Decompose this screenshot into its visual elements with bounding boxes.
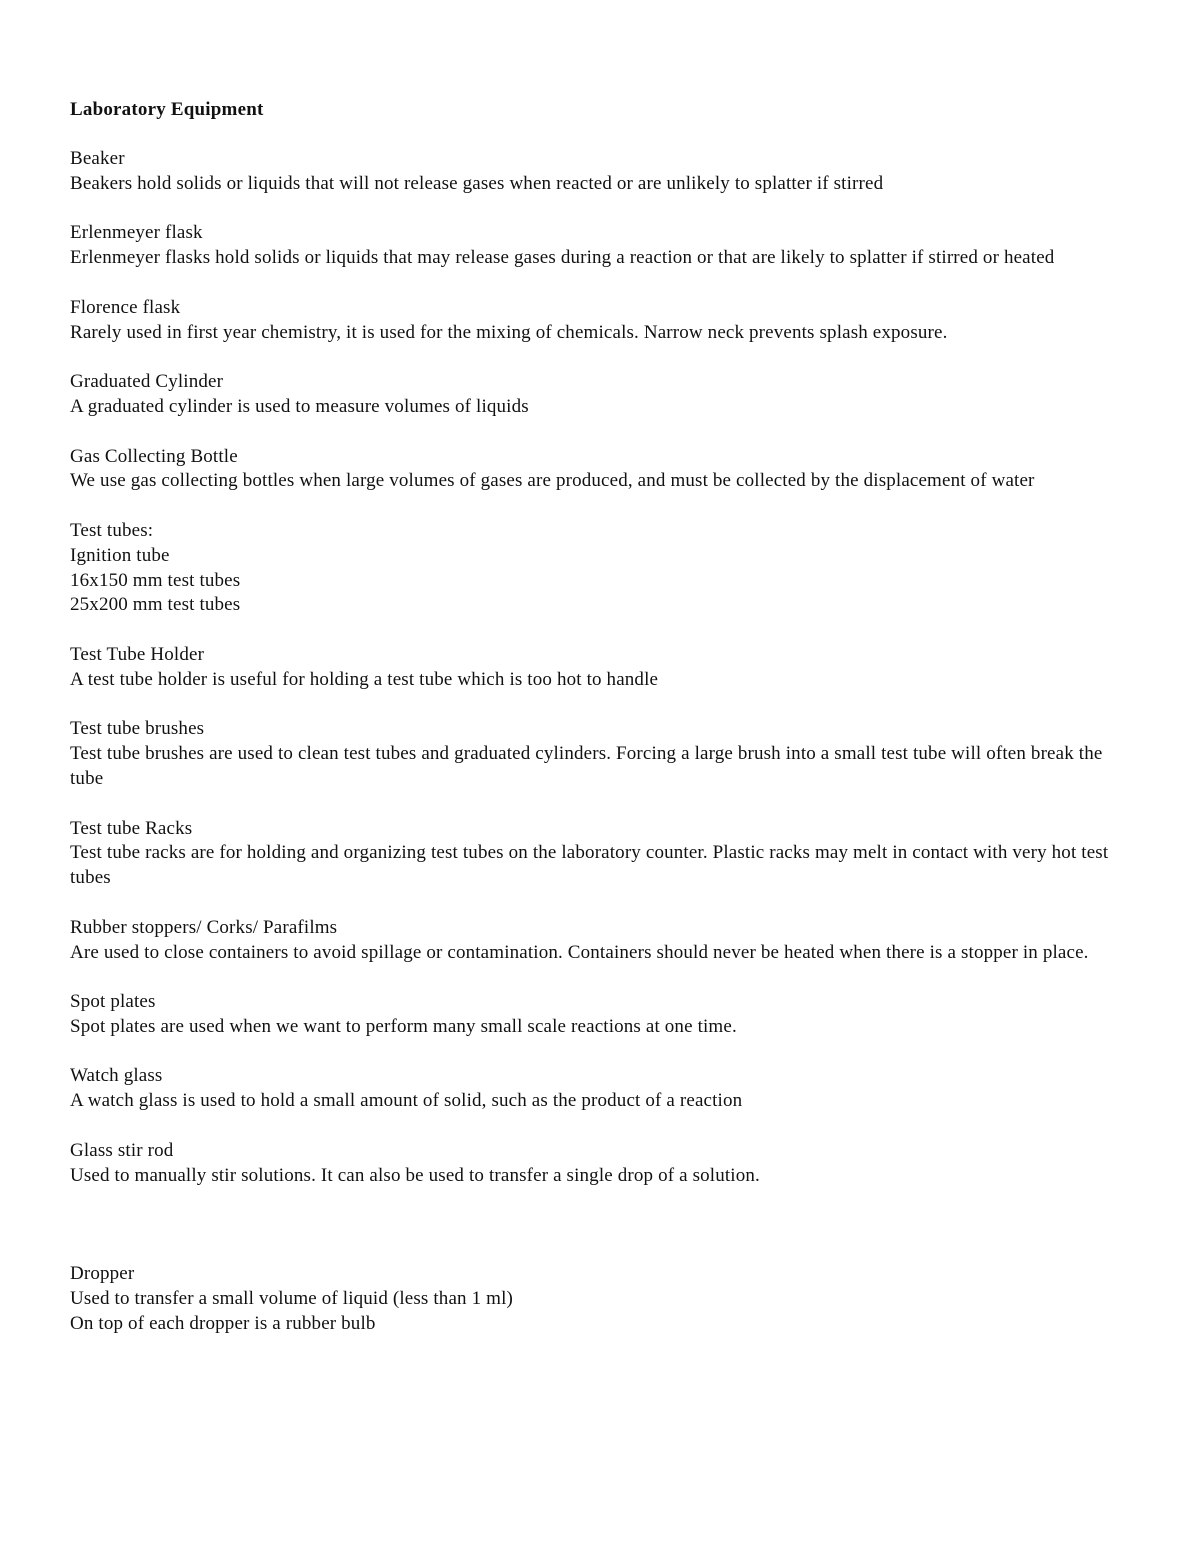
equipment-description: Erlenmeyer flasks hold solids or liquids that may release gases during a reaction or that are likely to splatter if stirred or heated xyxy=(70,247,1055,269)
equipment-entry-glass-stir-rod xyxy=(70,1139,1140,1189)
equipment-name: Test tubes: xyxy=(70,519,154,541)
equipment-name: Gas Collecting Bottle xyxy=(70,445,238,467)
equipment-name: Spot plates xyxy=(70,991,156,1013)
equipment-description: A graduated cylinder is used to measure volumes of liquids xyxy=(70,395,529,417)
equipment-entry-beaker xyxy=(70,147,1140,197)
equipment-list-item: 25x200 mm test tubes xyxy=(70,594,241,616)
equipment-description: Are used to close containers to avoid spillage or contamination. Containers should never be heated when there is a stopper in place. xyxy=(70,941,1089,963)
equipment-description: Used to transfer a small volume of liquid (less than 1 ml) xyxy=(70,1288,513,1310)
equipment-name: Dropper xyxy=(70,1263,135,1285)
equipment-entry-dropper xyxy=(70,1262,1140,1336)
equipment-name: Graduated Cylinder xyxy=(70,371,224,393)
equipment-name: Glass stir rod xyxy=(70,1139,174,1161)
equipment-list-item: 16x150 mm test tubes xyxy=(70,569,241,591)
equipment-description: Test tube brushes are used to clean test tubes and graduated cylinders. Forcing a large brush into a small test tube will often break the tube xyxy=(70,743,1103,789)
equipment-list-item: Ignition tube xyxy=(70,544,170,566)
equipment-description: Test tube racks are for holding and organizing test tubes on the laboratory counter. Plastic racks may melt in contact with very hot test tubes xyxy=(70,842,1109,889)
equipment-entry-test-tube-racks xyxy=(70,817,1140,891)
equipment-name: Watch glass xyxy=(70,1065,163,1087)
equipment-name: Erlenmeyer flask xyxy=(70,222,203,244)
equipment-description: Rarely used in first year chemistry, it is used for the mixing of chemicals. Narrow neck prevents splash exposure. xyxy=(70,321,948,343)
document-title: Laboratory Equipment xyxy=(70,99,264,120)
equipment-entry-spot-plates xyxy=(70,990,1140,1040)
equipment-entry-florence-flask xyxy=(70,296,1140,346)
equipment-name: Test Tube Holder xyxy=(70,643,205,665)
equipment-name: Test tube Racks xyxy=(70,817,193,839)
equipment-name: Beaker xyxy=(70,148,125,169)
equipment-entry-graduated-cylinder xyxy=(70,370,1140,420)
equipment-entry-test-tube-brushes xyxy=(70,717,1140,791)
equipment-description: We use gas collecting bottles when large volumes of gases are produced, and must be collected by the displacement of water xyxy=(70,470,1035,492)
equipment-name: Test tube brushes xyxy=(70,718,205,740)
equipment-entry-gas-collecting-bottle xyxy=(70,445,1140,495)
equipment-entry-test-tubes xyxy=(70,519,1140,618)
equipment-description: Spot plates are used when we want to perform many small scale reactions at one time. xyxy=(70,1015,737,1037)
equipment-entry-erlenmeyer-flask xyxy=(70,221,1140,271)
equipment-entry-watch-glass xyxy=(70,1064,1140,1114)
equipment-description: Beakers hold solids or liquids that will not release gases when reacted or are unlikely to splatter if stirred xyxy=(70,172,884,194)
equipment-description: Used to manually stir solutions. It can also be used to transfer a single drop of a solution. xyxy=(70,1164,760,1186)
equipment-description: A test tube holder is useful for holding a test tube which is too hot to handle xyxy=(70,668,659,690)
equipment-description: On top of each dropper is a rubber bulb xyxy=(70,1313,376,1335)
equipment-entry-rubber-stoppers xyxy=(70,916,1140,966)
equipment-name: Rubber stoppers/ Corks/ Parafilms xyxy=(70,916,338,938)
document-page xyxy=(70,97,1140,1362)
equipment-description: A watch glass is used to hold a small amount of solid, such as the product of a reaction xyxy=(70,1090,743,1112)
equipment-name: Florence flask xyxy=(70,296,181,318)
equipment-entry-test-tube-holder xyxy=(70,643,1140,693)
